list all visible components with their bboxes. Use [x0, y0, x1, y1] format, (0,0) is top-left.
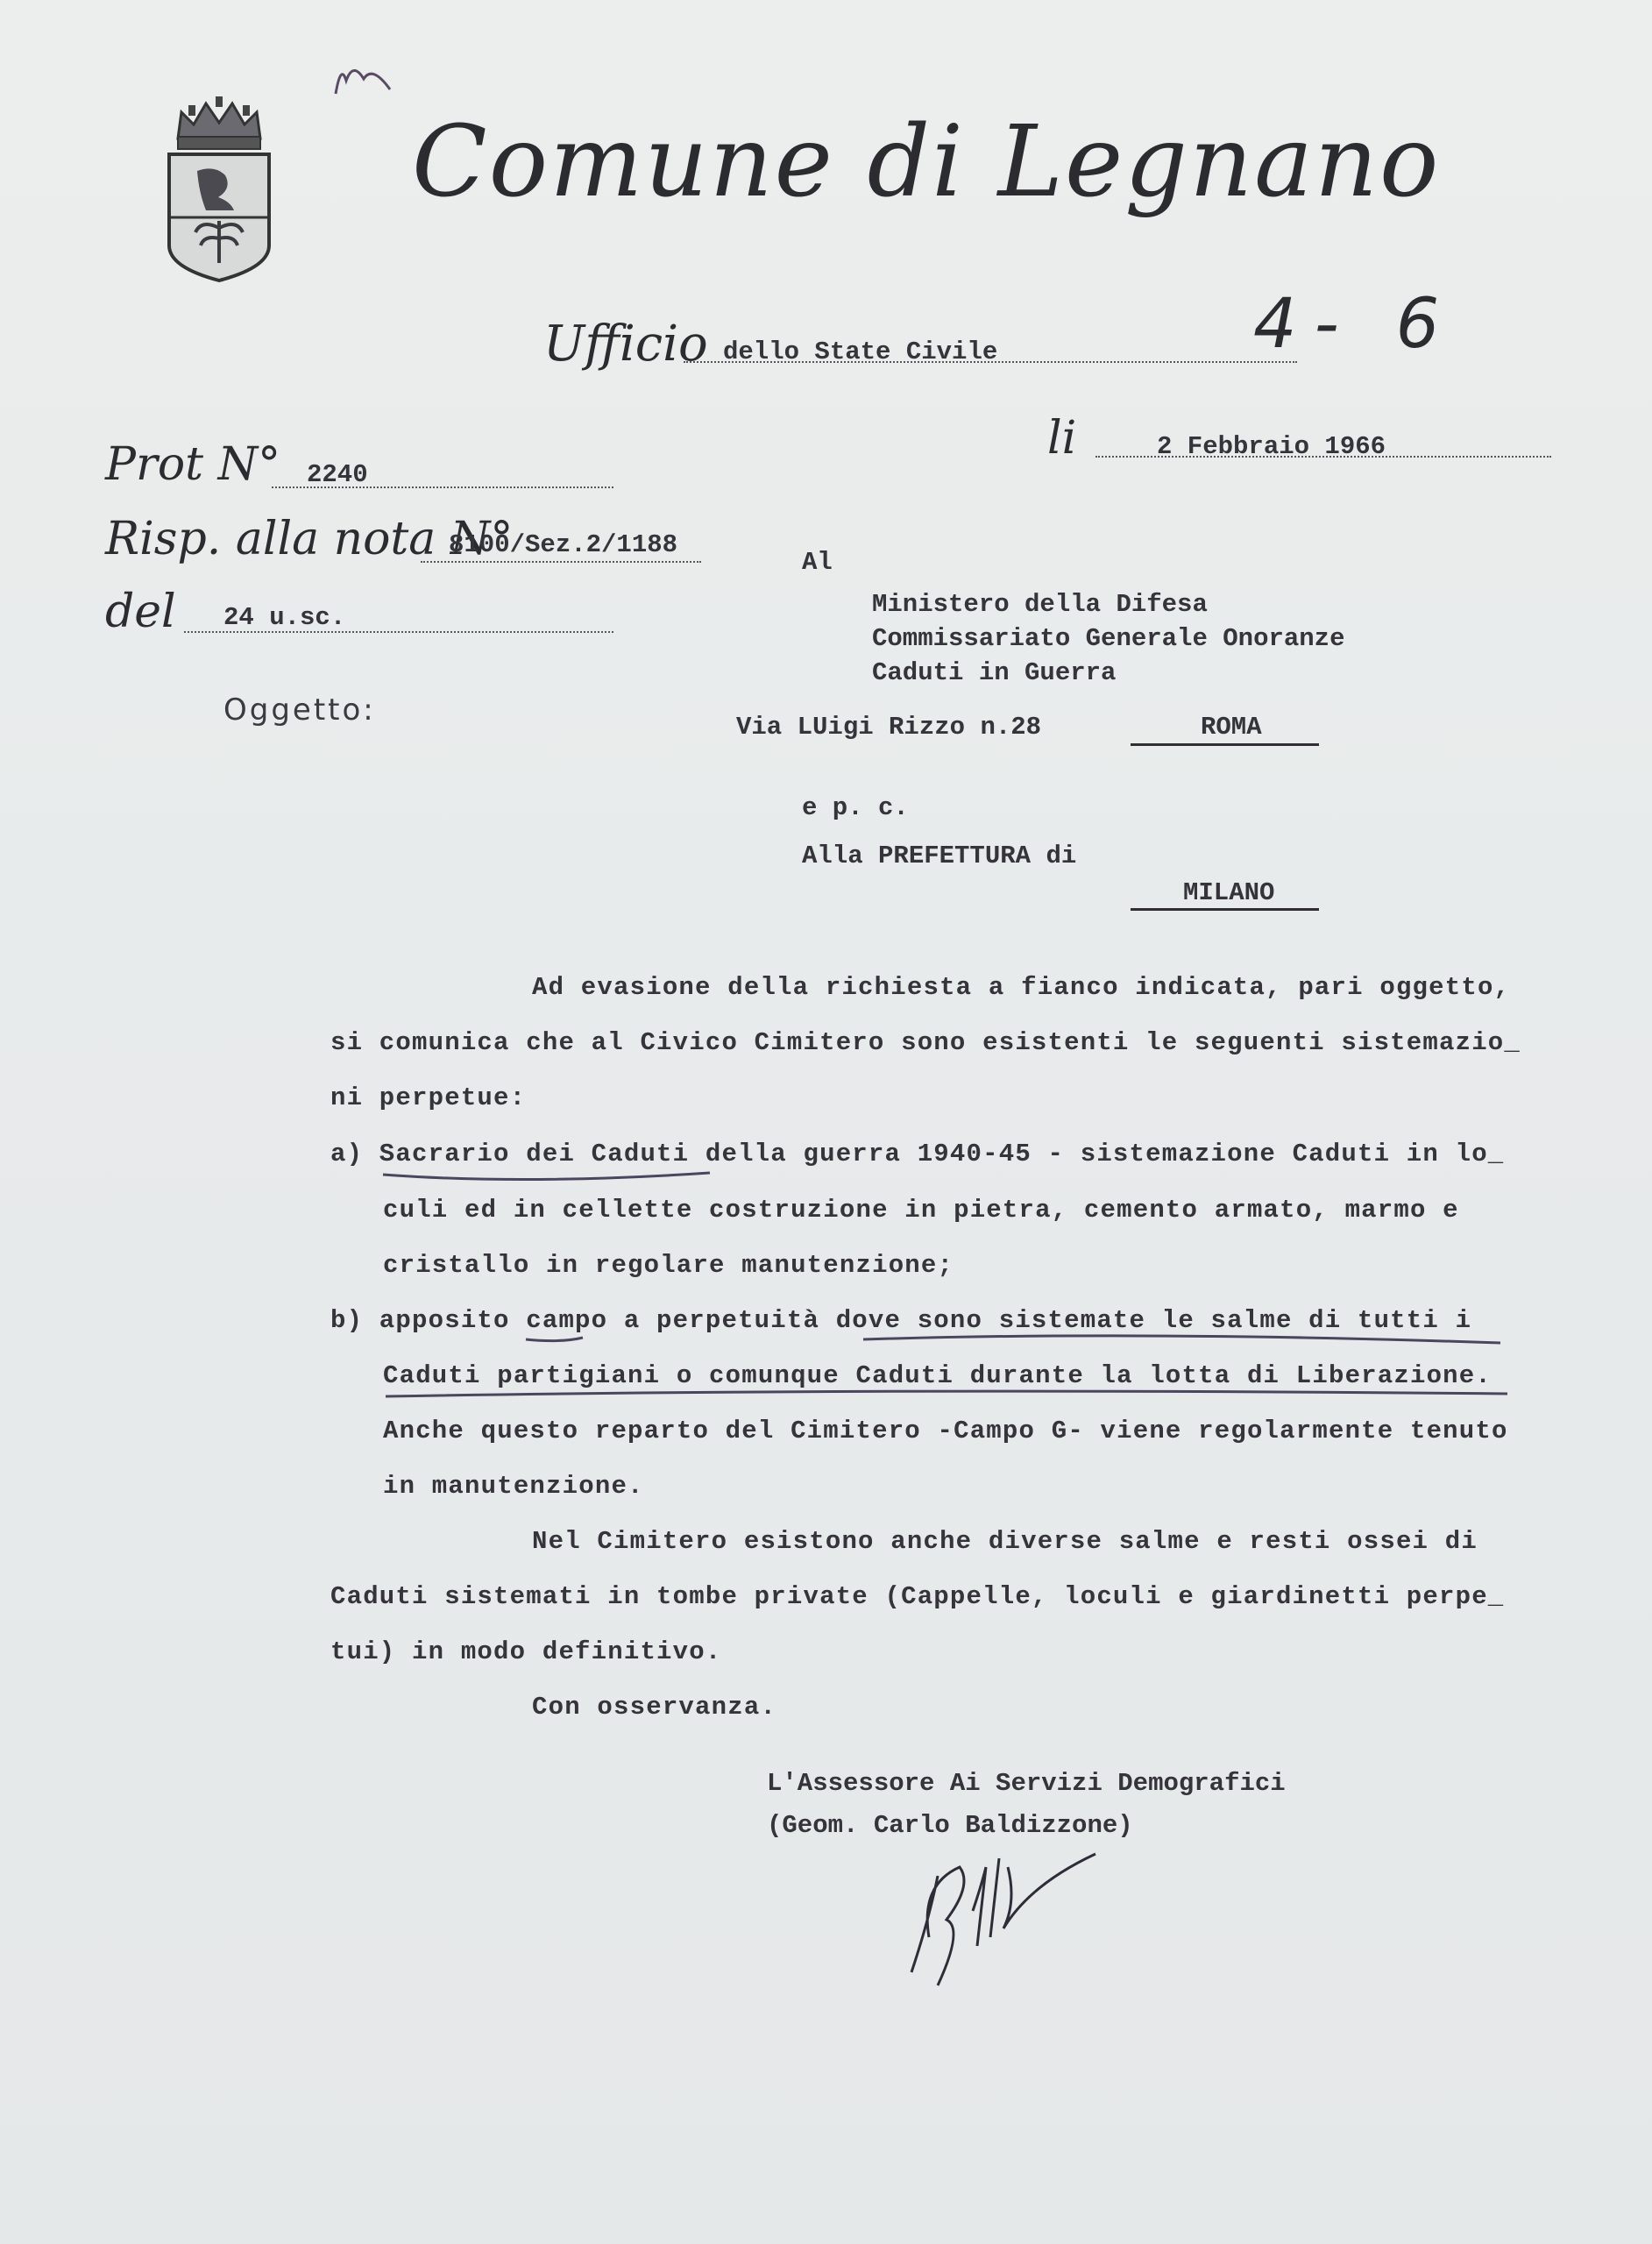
letter-date: 2 Febbraio 1966: [1157, 432, 1386, 461]
handwritten-signature: [876, 1832, 1104, 2007]
body-line: in manutenzione.: [383, 1472, 644, 1501]
recipient-line-3: Caduti in Guerra: [872, 658, 1117, 687]
body-line: tui) in modo definitivo.: [330, 1637, 722, 1666]
signer-role: L'Assessore Ai Servizi Demografici: [767, 1769, 1286, 1798]
body-line: Ad evasione della richiesta a fianco indicata, pari oggetto,: [532, 973, 1511, 1002]
handwritten-reference: 4- 6: [1253, 285, 1457, 364]
signer-name: (Geom. Carlo Baldizzone): [767, 1811, 1133, 1840]
body-line: Caduti sistemati in tombe private (Cappelle, loculi e giardinetti perpe_: [330, 1582, 1505, 1611]
recipient-address: Via LUigi Rizzo n.28: [736, 713, 1042, 742]
recipient-line-2: Commissariato Generale Onoranze: [872, 624, 1345, 653]
recipient-line-1: Ministero della Difesa: [872, 590, 1208, 619]
prefettura-label: Alla PREFETTURA di: [802, 842, 1077, 870]
office-name: dello State Civile: [723, 337, 998, 366]
risp-number: 8100/Sez.2/1188: [449, 530, 678, 559]
del-label: del: [105, 586, 176, 638]
epc-label: e p. c.: [802, 793, 909, 822]
prot-number: 2240: [307, 460, 368, 489]
del-date: 24 u.sc.: [223, 603, 346, 632]
body-line: culi ed in cellette costruzione in pietra, cemento armato, marmo e: [383, 1196, 1459, 1225]
oggetto-label: Oggetto:: [223, 692, 376, 728]
body-line: si comunica che al Civico Cimitero sono esistenti le seguenti sistemazio_: [330, 1028, 1521, 1057]
body-line: cristallo in regolare manutenzione;: [383, 1251, 954, 1280]
body-line: a) Sacrario dei Caduti della guerra 1940-45 - sistemazione Caduti in lo_: [330, 1140, 1505, 1168]
prefettura-city: MILANO: [1183, 878, 1275, 907]
recipient-al: Al: [802, 548, 833, 577]
recipient-city: ROMA: [1201, 713, 1262, 742]
body-line: Caduti partigiani o comunque Caduti durante la lotta di Liberazione.: [383, 1361, 1492, 1390]
body-line: Anche questo reparto del Cimitero -Campo G- viene regolarmente tenuto: [383, 1417, 1508, 1445]
date-label: li: [1047, 412, 1077, 465]
risp-label: Risp. alla nota N°: [105, 513, 514, 565]
office-label: Ufficio: [543, 316, 708, 373]
body-line: Nel Cimitero esistono anche diverse salme e resti ossei di: [532, 1527, 1478, 1556]
body-line: b) apposito campo a perpetuità dove sono sistemate le salme di tutti i: [330, 1306, 1472, 1335]
municipality-title: Comune di Legnano: [412, 105, 1441, 219]
prot-label: Prot N°: [105, 438, 281, 491]
body-line: ni perpetue:: [330, 1083, 527, 1112]
body-line: Con osservanza.: [532, 1693, 777, 1722]
